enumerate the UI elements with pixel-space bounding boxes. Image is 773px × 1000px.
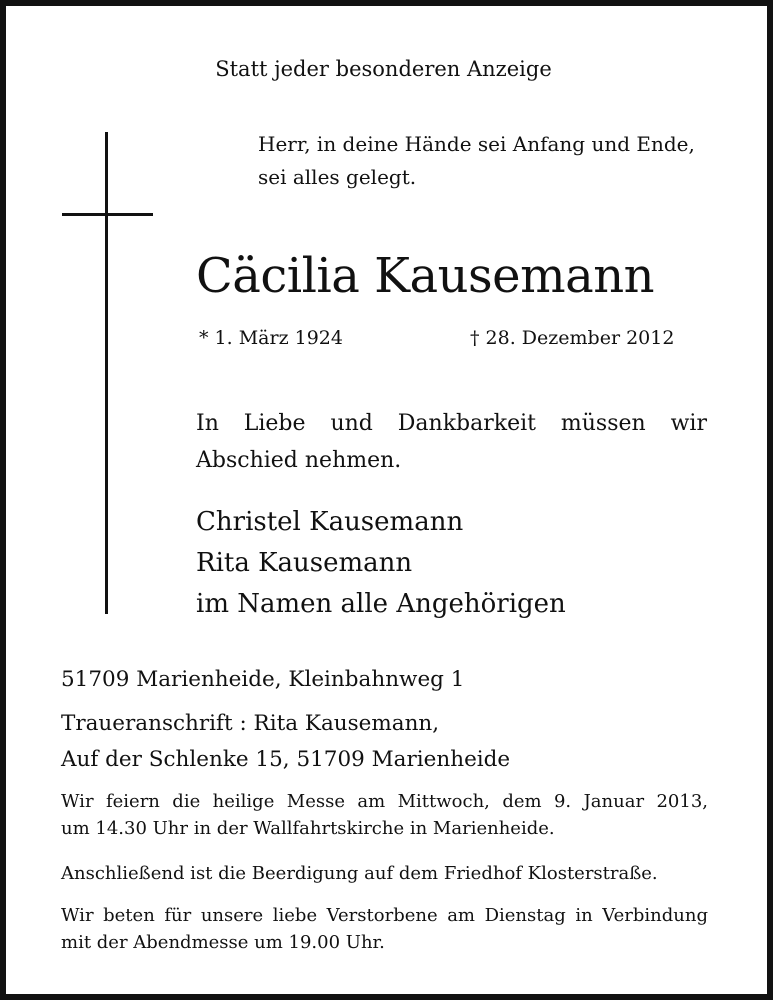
cross-icon-vertical — [105, 132, 108, 614]
condolence-address-line-2: Auf der Schlenke 15, 51709 Marienheide — [61, 747, 511, 772]
notice-header — [0, 59, 773, 80]
prayer-line-2: mit der Abendmesse um 19.00 Uhr. — [61, 932, 385, 953]
mourner-3: im Namen alle Angehörigen — [196, 589, 566, 619]
birth-date: * 1. März 1924 — [199, 327, 343, 349]
condolence-address-line-1: Traueranschrift : Rita Kausemann, — [61, 711, 440, 736]
verse-line-2: sei alles gelegt. — [258, 165, 417, 189]
death-date: † 28. Dezember 2012 — [470, 327, 675, 349]
mass-line-1: Wir feiern die heilige Messe am Mittwoch, dem 9. Januar 2013, — [61, 791, 708, 812]
notice-header-text: Statt jeder besonderen Anzeige — [215, 57, 552, 81]
farewell-line-2: Abschied nehmen. — [196, 448, 402, 473]
deceased-name: Cäcilia Kausemann — [196, 248, 655, 304]
burial-info: Anschließend ist die Beerdigung auf dem Friedhof Klosterstraße. — [61, 863, 658, 884]
mourner-1: Christel Kausemann — [196, 507, 464, 537]
farewell-line-1: In Liebe und Dankbarkeit müssen wir — [196, 411, 707, 436]
verse-line-1: Herr, in deine Hände sei Anfang und Ende, — [258, 132, 695, 156]
prayer-line-1: Wir beten für unsere liebe Verstorbene am Dienstag in Verbindung — [61, 905, 708, 926]
mourner-2: Rita Kausemann — [196, 548, 413, 578]
cross-icon-horizontal — [62, 213, 153, 216]
home-address: 51709 Marienheide, Kleinbahnweg 1 — [61, 667, 465, 692]
mass-line-2: um 14.30 Uhr in der Wallfahrtskirche in Marienheide. — [61, 818, 555, 839]
